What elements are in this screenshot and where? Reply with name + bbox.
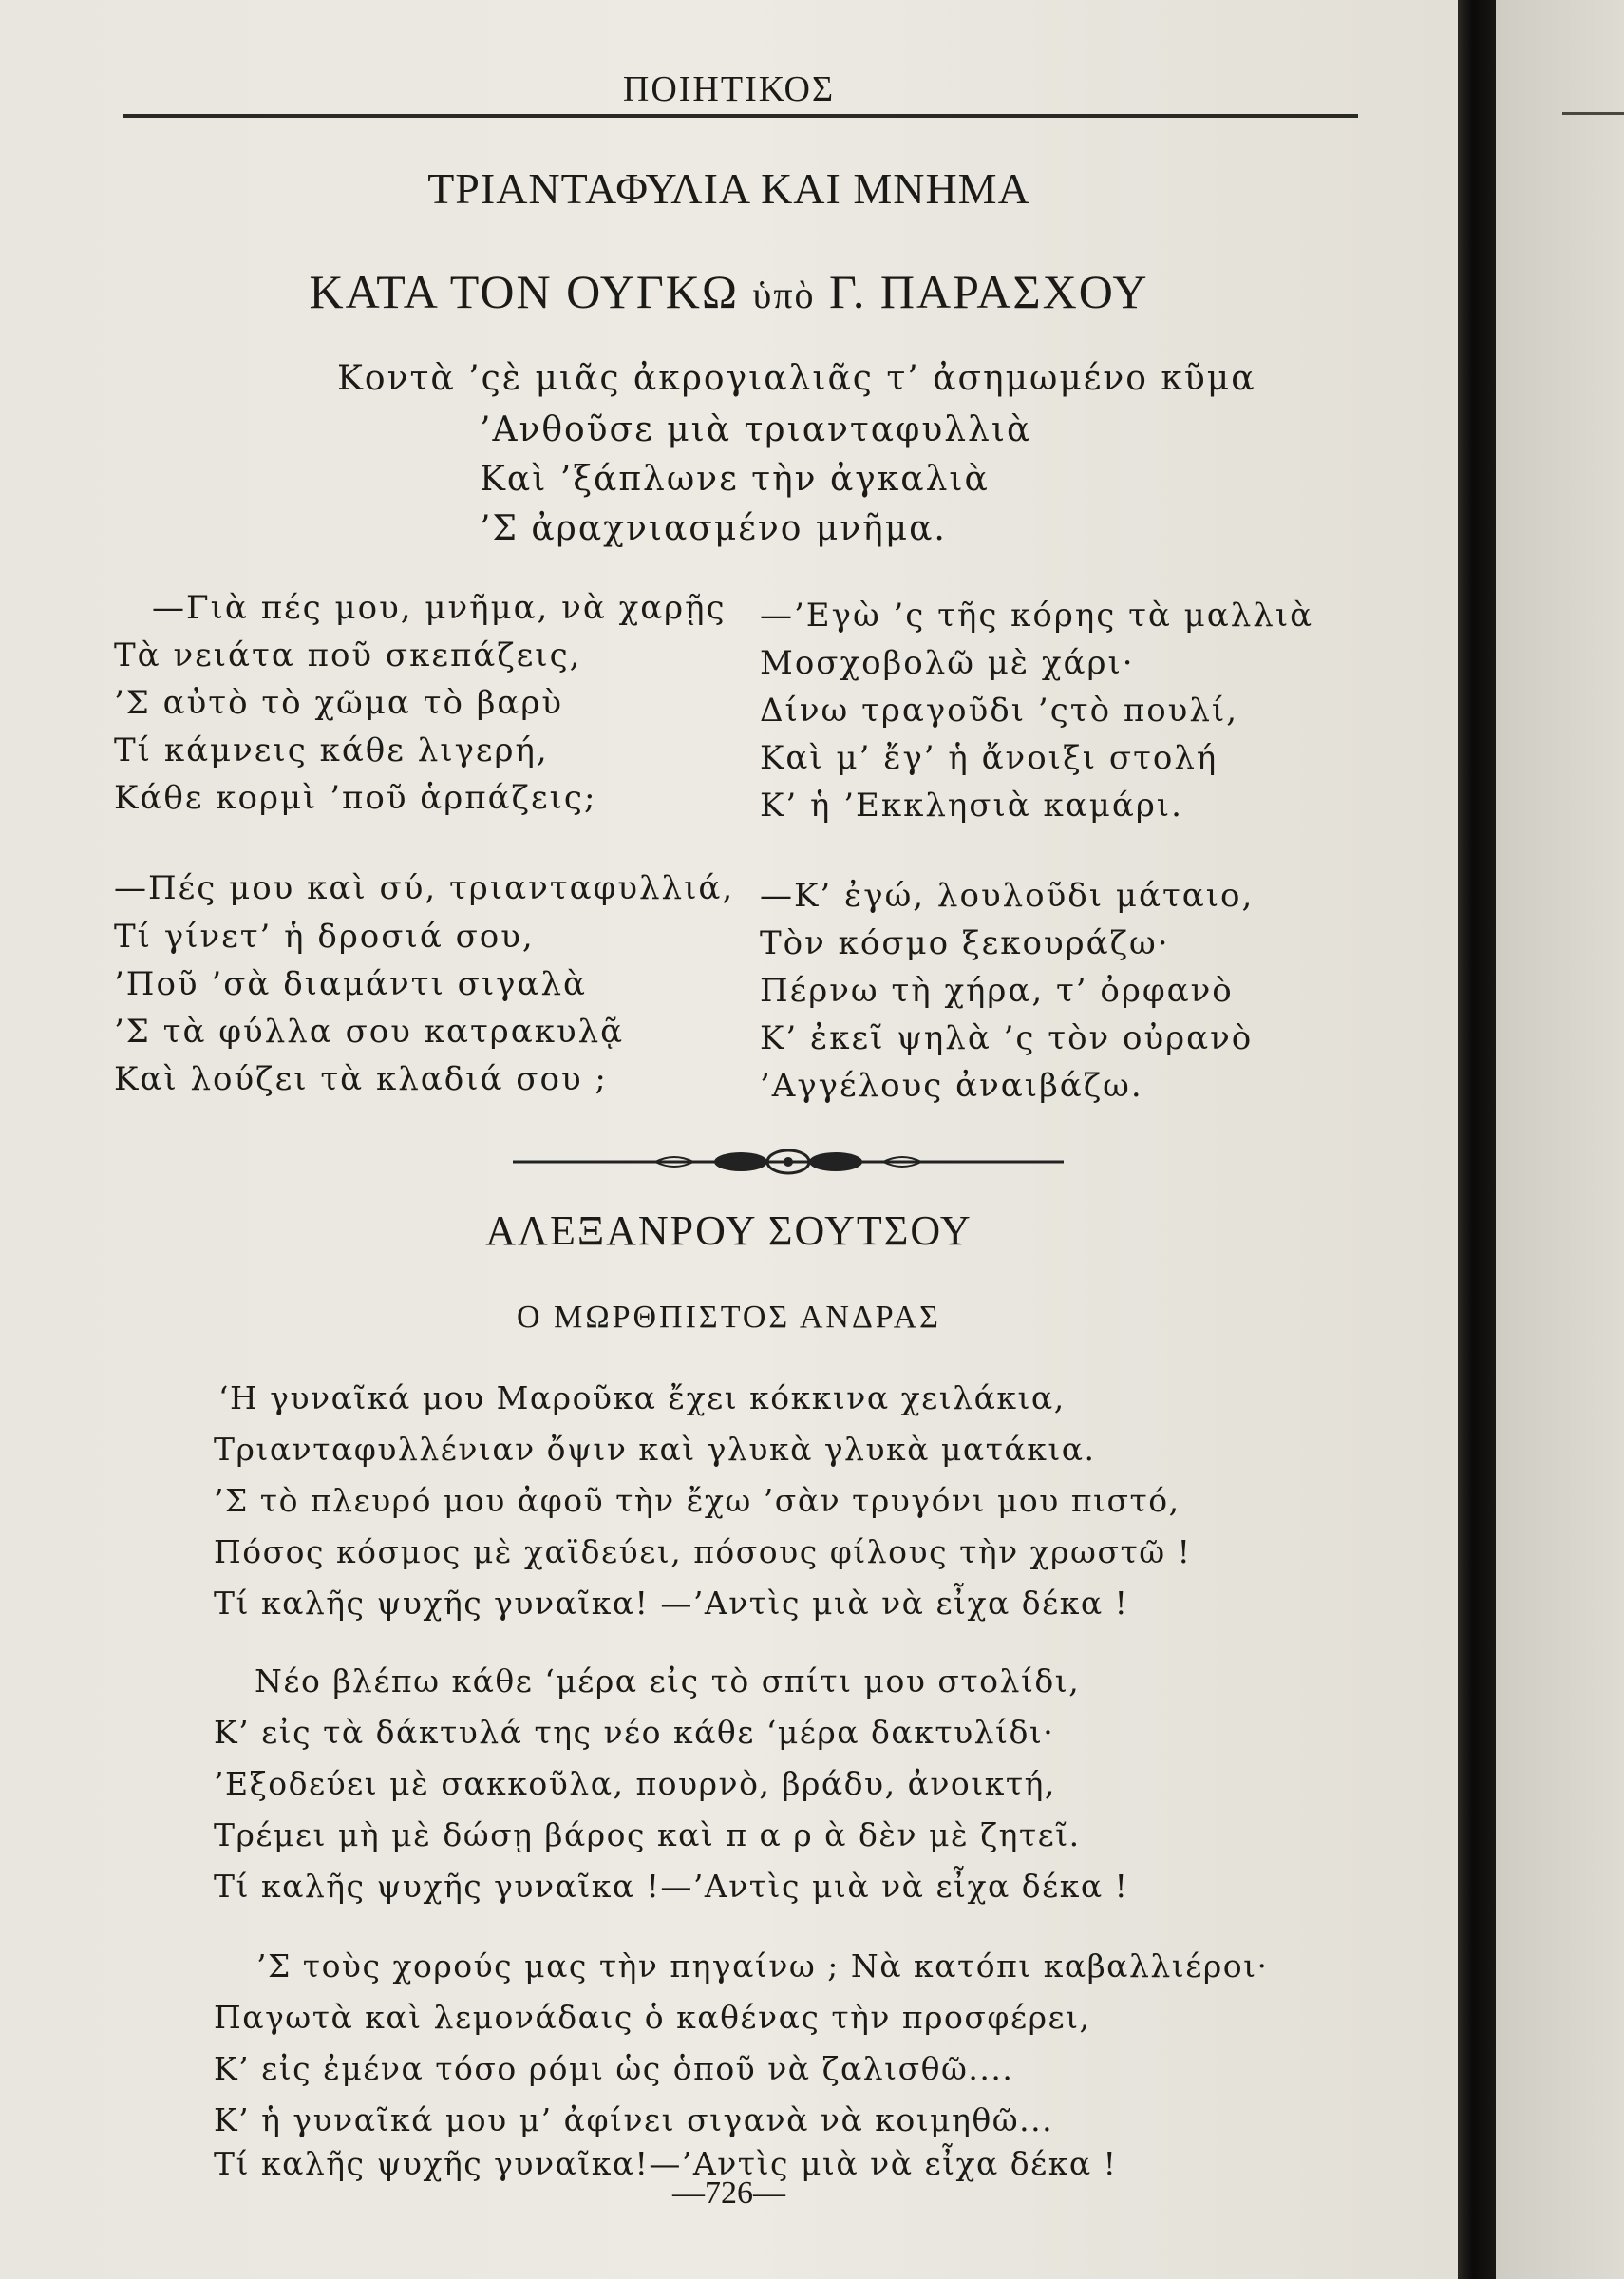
poem2-stanza2-line: Νέο βλέπω κάθε ‘μέρα εἰς τὸ σπίτι μου στολίδι, <box>255 1662 1081 1700</box>
left-stanza2-line: Τί γίνετ’ ἡ δροσιά σου, <box>114 918 535 956</box>
right-stanza2-line: Κ’ ἐκεῖ ψηλὰ ’ς τὸν οὐρανὸ <box>760 1019 1254 1057</box>
right-stanza2-line: —Κ’ ἐγώ, λουλοῦδι μάταιο, <box>760 877 1255 915</box>
poem2-stanza2-line: Κ’ εἰς τὰ δάκτυλά της νέο κάθε ‘μέρα δακτυλίδι· <box>214 1714 1055 1751</box>
poem2-stanza1-line: Πόσος κόσμος μὲ χαϊδεύει, πόσους φίλους τὴν χρωστῶ ! <box>214 1533 1192 1570</box>
intro-line: Κοντὰ ’ςὲ μιᾶς ἀκρογιαλιᾶς τ’ ἀσημωμένο κῦμα <box>337 359 1256 398</box>
left-stanza2-line: —Πές μου καὶ σύ, τριανταφυλλιά, <box>114 869 735 907</box>
adjacent-page-edge <box>1496 0 1624 2279</box>
right-stanza1-line: Μοσχοβολῶ μὲ χάρι· <box>760 644 1135 682</box>
right-stanza1-line: —’Εγὼ ’ς τῆς κόρης τὰ μαλλιὰ <box>760 597 1314 635</box>
poem2-stanza3-line: Παγωτὰ καὶ λεμονάδαις ὁ καθένας τὴν προσφέρει, <box>214 1999 1091 2036</box>
left-stanza1-line: —Γιὰ πές μου, μνῆμα, νὰ χαρῇς <box>152 589 727 627</box>
right-stanza2-line: Πέρνω τὴ χήρα, τ’ ὀρφανὸ <box>760 972 1234 1010</box>
left-stanza1-line: Τὰ νειάτα ποῦ σκεπάζεις, <box>114 636 582 674</box>
poem1-title: ΤΡΙΑΝΤΑΦΥΛΙΑ ΚΑΙ ΜΝΗΜΑ <box>427 164 1030 213</box>
right-stanza1-line: Δίνω τραγοῦδι ’ςτὸ πουλί, <box>760 692 1239 730</box>
poem2-stanza1-line: Τριανταφυλλένιαν ὄψιν καὶ γλυκὰ γλυκὰ ματάκια. <box>214 1431 1096 1468</box>
poem1-subtitle-by: ὑπὸ <box>752 274 816 316</box>
poem2-stanza3-line: Κ’ εἰς ἐμένα τόσο ρόμι ὡς ὁποῦ νὰ ζαλισθῶ.... <box>214 2050 1014 2087</box>
adjacent-page-rule <box>1562 112 1624 115</box>
poem2-stanza2-line: Τρέμει μὴ μὲ δώσῃ βάρος καὶ π α ρ ὰ δὲν μὲ ζητεῖ. <box>214 1816 1081 1853</box>
intro-line: ’Σ ἀραχνιασμένο μνῆμα. <box>480 509 947 548</box>
poem2-title: Ο ΜΩΡΘΠΙΣΤΟΣ ΑΝΔΡΑΣ <box>517 1300 941 1335</box>
poem2-stanza1-line: ’Σ τὸ πλευρό μου ἀφοῦ τὴν ἔχω ’σὰν τρυγόνι μου πιστό, <box>214 1482 1180 1519</box>
right-stanza1-line: Κ’ ἡ ’Εκκλησιὰ καμάρι. <box>760 787 1183 825</box>
poem2-stanza3-line: Κ’ ἡ γυναῖκά μου μ’ ἀφίνει σιγανὰ νὰ κοιμηθῶ... <box>214 2101 1054 2138</box>
running-head: ΠΟΙΗΤΙΚΟΣ <box>622 69 836 109</box>
left-stanza2-line: ’Σ τὰ φύλλα σου κατρακυλᾷ <box>114 1013 625 1051</box>
poem2-stanza2-line: ’Εξοδεύει μὲ σακκοῦλα, πουρνὸ, βράδυ, ἀνοικτή, <box>214 1765 1056 1802</box>
left-stanza1-line: Κάθε κορμὶ ’ποῦ ἁρπάζεις; <box>114 779 597 817</box>
poem2-stanza2-line: Τί καλῆς ψυχῆς γυναῖκα !—’Αντὶς μιὰ νὰ εἶχα δέκα ! <box>214 1868 1129 1905</box>
header-rule <box>123 114 1358 118</box>
poem2-stanza1-line: Τί καλῆς ψυχῆς γυναῖκα! —’Αντὶς μιὰ νὰ εἶχα δέκα ! <box>214 1585 1129 1622</box>
page-number: —726— <box>672 2175 785 2211</box>
poem2-author: ΑΛΕΞΑΝΡΟΥ ΣΟΥΤΣΟΥ <box>485 1207 973 1254</box>
poem1-subtitle-main: ΚΑΤΑ ΤΟΝ ΟΥΓΚΩ <box>309 265 740 318</box>
book-binding-gutter <box>1458 0 1496 2279</box>
right-stanza1-line: Καὶ μ’ ἔγ’ ἡ ἄνοιξι στολή <box>760 739 1218 777</box>
ornamental-divider-icon <box>513 1145 1064 1179</box>
poem2-stanza1-line: ‘Η γυναῖκά μου Μαροῦκα ἔχει κόκκινα χειλάκια, <box>218 1379 1066 1416</box>
left-stanza2-line: Καὶ λούζει τὰ κλαδιά σου ; <box>114 1060 608 1098</box>
left-stanza1-line: Τί κάμνεις κάθε λιγερή, <box>114 731 549 769</box>
left-stanza2-line: ’Ποῦ ’σὰ διαμάντι σιγαλὰ <box>114 965 587 1003</box>
poem1-subtitle <box>0 264 1458 319</box>
intro-line: ’Ανθοῦσε μιὰ τριανταφυλλιὰ <box>480 410 1032 449</box>
poem1-author: Γ. ΠΑΡΑΣΧΟΥ <box>829 265 1149 318</box>
left-stanza1-line: ’Σ αὐτὸ τὸ χῶμα τὸ βαρὺ <box>114 684 564 722</box>
poem2-stanza3-line: Τί καλῆς ψυχῆς γυναῖκα!—’Αντὶς μιὰ νὰ εἶχα δέκα ! <box>214 2145 1118 2182</box>
right-stanza2-line: ’Αγγέλους ἀναιβάζω. <box>760 1067 1143 1105</box>
poem2-stanza3-line: ’Σ τοὺς χορούς μας τὴν πηγαίνω ; Νὰ κατόπι καβαλλιέροι· <box>256 1947 1269 1985</box>
intro-line: Καὶ ’ξάπλωνε τὴν ἀγκαλιὰ <box>480 460 990 499</box>
right-stanza2-line: Τὸν κόσμο ξεκουράζω· <box>760 924 1170 962</box>
